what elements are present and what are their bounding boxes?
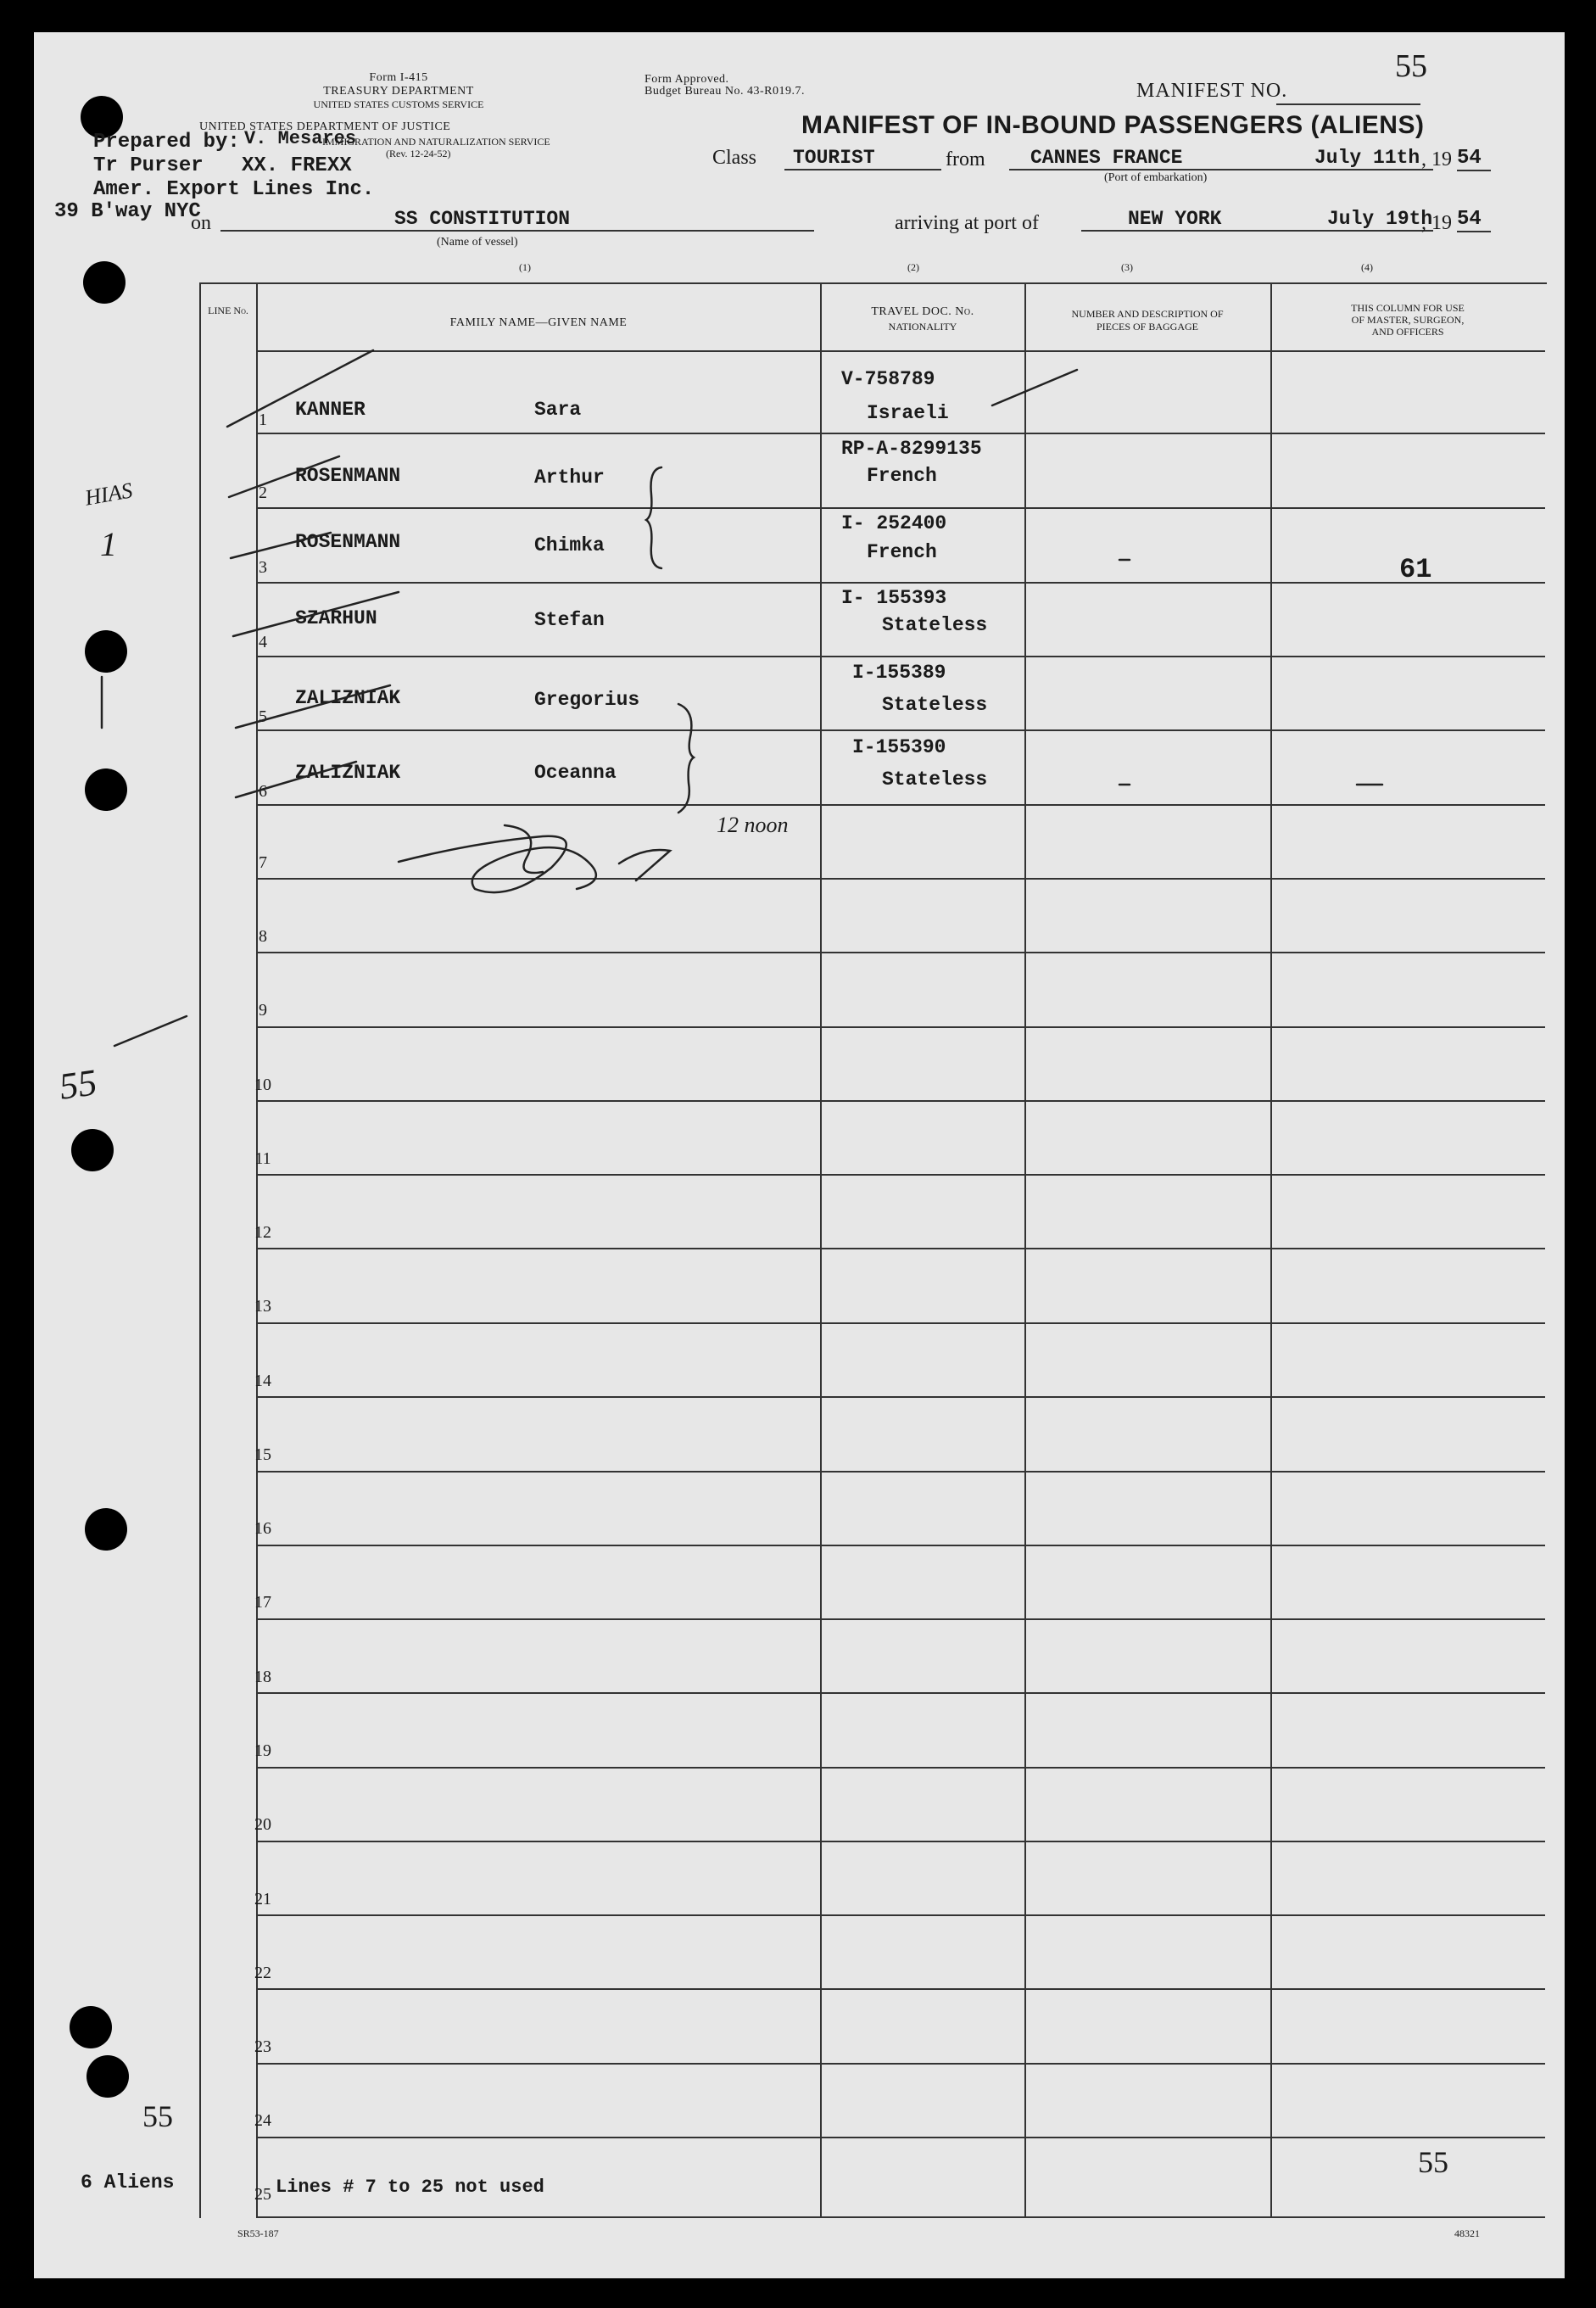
hias-note: HIAS (82, 478, 135, 511)
manifest-page (34, 32, 1565, 2278)
given-name: Oceanna (534, 762, 617, 784)
header-baggage-1: NUMBER AND DESCRIPTION OF (1071, 308, 1224, 320)
line-number: 20 (254, 1815, 271, 1834)
port-embark-caption: (Port of embarkation) (1104, 171, 1208, 184)
officer-mark: 61 (1399, 554, 1432, 585)
departure-date: July 11th (1289, 147, 1433, 170)
class-value: TOURIST (784, 147, 941, 170)
form-number: Form I-415 (369, 71, 428, 84)
travel-doc: I-155390 (852, 736, 946, 758)
line-number: 22 (254, 1964, 271, 1982)
family-name: ROSENMANN (295, 465, 401, 487)
line-number: 15 (254, 1445, 271, 1464)
on-label: on (191, 212, 211, 234)
prepared-by-label: Prepared by: (93, 131, 240, 154)
travel-doc: I-155389 (852, 662, 946, 684)
line-number: 23 (254, 2037, 271, 2056)
line-number: 12 (254, 1223, 271, 1242)
manifest-no-label: MANIFEST NO. (1136, 80, 1288, 102)
lines-not-used-note: Lines # 7 to 25 not used (276, 2177, 544, 2198)
family-name: ZALIZNIAK (295, 762, 401, 784)
embarkation-port: CANNES FRANCE (1009, 147, 1293, 170)
family-brace (678, 704, 694, 813)
treasury-department: TREASURY DEPARTMENT (323, 85, 474, 98)
arriving-label: arriving at port of (895, 212, 1039, 234)
arrival-date: July 19th (1302, 208, 1433, 232)
nationality: French (867, 465, 937, 487)
check-stroke (236, 685, 390, 728)
column-number-2: (2) (907, 261, 919, 273)
department-of-justice: UNITED STATES DEPARTMENT OF JUSTICE (199, 120, 451, 133)
line-number: 19 (254, 1741, 271, 1760)
form-approved: Form Approved. (645, 73, 729, 86)
vessel-caption: (Name of vessel) (437, 236, 518, 249)
left-page-number: 55 (142, 2099, 173, 2133)
family-name: ZALIZNIAK (295, 687, 401, 709)
right-page-number: 55 (1418, 2145, 1448, 2179)
travel-doc: I- 252400 (841, 512, 947, 534)
line-number: 8 (259, 927, 267, 946)
line-number: 3 (259, 558, 267, 577)
line-number: 2 (259, 483, 267, 502)
shipping-line: Amer. Export Lines Inc. (93, 178, 375, 201)
header-nationality: NATIONALITY (888, 321, 957, 333)
arrival-year: 54 (1457, 208, 1491, 232)
check-stroke (231, 533, 331, 558)
margin-number-one: 1 (100, 525, 117, 563)
signature-stroke (619, 850, 670, 880)
arrival-year-prefix: , 19 (1421, 212, 1452, 234)
aliens-count: 6 Aliens (81, 2171, 175, 2193)
nationality: Stateless (882, 694, 988, 716)
nationality: Stateless (882, 614, 988, 636)
given-name: Chimka (534, 534, 605, 556)
family-name: KANNER (295, 399, 366, 421)
column-number-1: (1) (519, 261, 531, 273)
line-number: 17 (254, 1593, 271, 1612)
arrival-port: NEW YORK (1081, 208, 1357, 232)
check-stroke (236, 762, 356, 797)
family-brace (646, 467, 661, 568)
manifest-title: MANIFEST OF IN-BOUND PASSENGERS (ALIENS) (801, 111, 1425, 139)
shipping-address: 39 B'way NYC (54, 200, 201, 223)
header-officers-1: THIS COLUMN FOR USE (1351, 302, 1465, 314)
line-number: 13 (254, 1297, 271, 1316)
given-name: Gregorius (534, 689, 640, 711)
line-number: 18 (254, 1668, 271, 1686)
travel-doc: I- 155393 (841, 587, 947, 609)
class-label: Class (712, 147, 757, 169)
line-number: 10 (254, 1076, 271, 1094)
departure-year-prefix: , 19 (1421, 148, 1452, 170)
line-number: 11 (254, 1149, 271, 1168)
line-number: 21 (254, 1890, 271, 1908)
nationality: Israeli (867, 402, 949, 424)
header-travel-doc: TRAVEL DOC. No. (871, 305, 974, 318)
margin-scribble: 55 (56, 1061, 100, 1108)
header-officers-3: AND OFFICERS (1371, 326, 1444, 338)
line-number: 14 (254, 1372, 271, 1390)
naturalization-service: IMMIGRATION AND NATURALIZATION SERVICE (322, 136, 550, 148)
header-officers-2: OF MASTER, SURGEON, (1351, 314, 1465, 326)
family-name: SZARHUN (295, 607, 377, 629)
line-number: 7 (259, 853, 267, 872)
check-stroke (227, 350, 373, 427)
check-stroke (992, 370, 1077, 405)
header-name: FAMILY NAME—GIVEN NAME (449, 316, 628, 329)
line-number: 5 (259, 707, 267, 726)
travel-doc: V-758789 (841, 368, 935, 390)
vessel-name: SS CONSTITUTION (220, 208, 814, 232)
signature-stroke (399, 836, 596, 892)
purser-name: XX. FREXX (242, 154, 352, 177)
line-number: 4 (259, 633, 267, 651)
column-number-3: (3) (1121, 261, 1133, 273)
line-number: 9 (259, 1001, 267, 1020)
manifest-number: 55 (1395, 48, 1427, 84)
purser-label: Tr Purser (93, 154, 204, 177)
serial-number: 48321 (1454, 2227, 1480, 2239)
nationality: Stateless (882, 768, 988, 791)
nationality: French (867, 541, 937, 563)
check-stroke (229, 456, 339, 497)
line-number: 16 (254, 1519, 271, 1538)
customs-service: UNITED STATES CUSTOMS SERVICE (313, 98, 484, 110)
line-number: 25 (254, 2185, 271, 2204)
handwritten-marks (34, 32, 1565, 2278)
check-stroke (233, 592, 399, 636)
budget-bureau: Budget Bureau No. 43-R019.7. (645, 85, 805, 98)
signature-time-note: 12 noon (717, 813, 789, 837)
family-name: ROSENMANN (295, 531, 401, 553)
header-line-no: LINE No. (208, 305, 248, 316)
margin-tick (114, 1016, 187, 1046)
given-name: Stefan (534, 609, 605, 631)
form-code: SR53-187 (237, 2227, 279, 2239)
header-baggage-2: PIECES OF BAGGAGE (1096, 321, 1198, 333)
prepared-by-name: V. Mesares (244, 128, 357, 149)
departure-year: 54 (1457, 147, 1491, 171)
column-number-4: (4) (1361, 261, 1373, 273)
form-revision: (Rev. 12-24-52) (386, 148, 451, 159)
given-name: Arthur (534, 467, 605, 489)
given-name: Sara (534, 399, 582, 421)
line-number: 1 (259, 411, 267, 429)
travel-doc: RP-A-8299135 (841, 438, 982, 460)
line-number: 6 (259, 782, 267, 801)
from-label: from (946, 148, 985, 170)
line-number: 24 (254, 2111, 271, 2130)
